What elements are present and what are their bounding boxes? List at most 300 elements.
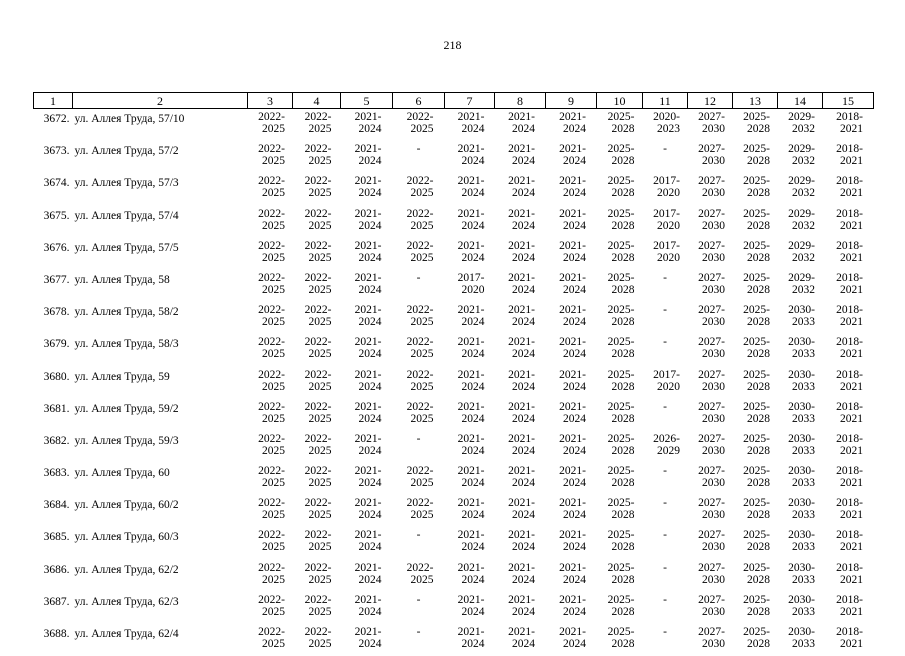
period-value: 2030-2033: [788, 497, 815, 522]
column-header-12: 12: [688, 93, 733, 109]
period-cell: [341, 463, 393, 495]
row-number: 3683.: [43, 467, 70, 480]
period-value: 2021-2024: [508, 529, 535, 554]
period-cell: [688, 109, 733, 142]
period-cell: [495, 399, 546, 431]
period-value: 2018-2021: [836, 111, 863, 135]
period-cell: [688, 367, 733, 399]
period-cell: [597, 173, 643, 205]
period-cell: [823, 431, 874, 463]
period-value: 2025-2028: [607, 143, 635, 168]
period-cell: [643, 495, 688, 527]
period-value: 2021-2024: [508, 239, 535, 264]
period-cell: [688, 399, 733, 431]
period-value: 2030-2033: [788, 304, 815, 329]
period-cell: [688, 206, 733, 238]
period-cell: [393, 431, 445, 463]
period-value: 2021-2024: [354, 432, 382, 457]
period-cell: [688, 527, 733, 559]
period-value: 2021-2024: [508, 207, 535, 232]
period-cell: [823, 592, 874, 624]
period-value: 2018-2021: [836, 271, 863, 296]
period-value: -: [416, 529, 421, 542]
period-value: 2025-2028: [743, 271, 770, 296]
period-value: 2022-2025: [304, 465, 332, 490]
period-cell: [248, 624, 293, 656]
period-cell: [248, 109, 293, 142]
period-cell: [643, 302, 688, 334]
period-cell: [495, 431, 546, 463]
period-value: 2021-2024: [508, 465, 535, 490]
period-cell: [597, 624, 643, 656]
period-cell: [643, 527, 688, 559]
period-value: -: [663, 593, 667, 606]
period-cell: [341, 431, 393, 463]
column-header-11: 11: [643, 93, 688, 109]
period-cell: [495, 206, 546, 238]
row-number: 3673.: [43, 145, 70, 158]
period-cell: [823, 270, 874, 302]
period-value: 2027-2030: [698, 368, 725, 393]
table-row: [34, 560, 874, 592]
period-value: 2021-2024: [508, 175, 535, 200]
period-cell: [643, 560, 688, 592]
period-cell: [733, 399, 778, 431]
period-cell: [733, 141, 778, 173]
period-value: 2021-2024: [354, 497, 382, 522]
period-cell: [341, 173, 393, 205]
table-row: [34, 206, 874, 238]
period-cell: [823, 399, 874, 431]
period-cell: [597, 367, 643, 399]
period-cell: [546, 238, 597, 270]
address: ул. Аллея Труда, 60: [74, 467, 170, 480]
period-value: 2025-2028: [743, 336, 770, 361]
period-cell: [733, 334, 778, 366]
period-cell: [823, 367, 874, 399]
period-cell: [643, 463, 688, 495]
period-cell: [445, 495, 495, 527]
period-cell: [597, 560, 643, 592]
period-value: 2021-2024: [559, 368, 586, 393]
period-value: 2025-2028: [607, 336, 635, 361]
period-cell: [341, 624, 393, 656]
period-cell: [293, 463, 341, 495]
period-cell: [445, 141, 495, 173]
period-value: 2021-2024: [508, 336, 535, 361]
period-cell: [643, 173, 688, 205]
period-cell: [546, 624, 597, 656]
period-value: 2018-2021: [836, 175, 863, 200]
period-cell: [495, 495, 546, 527]
period-value: 2022-2025: [258, 529, 285, 554]
period-value: 2027-2030: [698, 271, 725, 296]
row-number: 3681.: [43, 402, 70, 415]
period-value: 2022-2025: [258, 497, 285, 522]
period-value: 2022-2025: [406, 207, 434, 232]
period-cell: [393, 527, 445, 559]
period-value: 2021-2024: [508, 626, 535, 650]
period-cell: [778, 206, 823, 238]
period-value: -: [416, 593, 421, 606]
period-value: 2022-2025: [258, 207, 285, 232]
period-value: 2017-2020: [653, 207, 680, 232]
period-cell: [688, 592, 733, 624]
period-value: 2021-2024: [559, 304, 586, 329]
period-value: 2021-2024: [508, 304, 535, 329]
period-cell: [293, 624, 341, 656]
period-cell: [733, 431, 778, 463]
period-value: 2025-2028: [607, 111, 635, 135]
period-cell: [341, 495, 393, 527]
period-cell: [248, 173, 293, 205]
period-cell: [546, 270, 597, 302]
period-cell: [293, 367, 341, 399]
address: ул. Аллея Труда, 60/2: [74, 499, 179, 512]
period-cell: [341, 527, 393, 559]
period-value: 2025-2028: [607, 626, 635, 650]
period-cell: [778, 560, 823, 592]
period-value: -: [663, 336, 667, 349]
period-value: 2018-2021: [836, 529, 863, 554]
period-value: 2029-2032: [788, 175, 815, 200]
period-cell: [546, 592, 597, 624]
period-value: 2030-2033: [788, 336, 815, 361]
period-value: 2030-2033: [788, 400, 815, 425]
period-value: 2021-2024: [457, 529, 485, 554]
period-cell: [733, 592, 778, 624]
period-cell: [248, 399, 293, 431]
period-cell: [445, 270, 495, 302]
period-value: 2029-2032: [788, 111, 815, 135]
period-cell: [597, 495, 643, 527]
period-value: 2021-2024: [354, 336, 382, 361]
period-value: 2021-2024: [457, 111, 485, 135]
period-value: 2022-2025: [258, 432, 285, 457]
period-cell: [688, 463, 733, 495]
period-value: 2021-2024: [559, 336, 586, 361]
period-cell: [293, 206, 341, 238]
period-value: 2025-2028: [743, 593, 770, 618]
address: ул. Аллея Труда, 57/4: [74, 209, 179, 222]
period-value: 2021-2024: [508, 432, 535, 457]
period-cell: [546, 495, 597, 527]
period-value: 2021-2024: [354, 175, 382, 200]
period-cell: [597, 334, 643, 366]
period-value: 2022-2025: [406, 561, 434, 586]
table-row: [34, 141, 874, 173]
period-cell: [733, 367, 778, 399]
period-cell: [733, 527, 778, 559]
period-cell: [643, 141, 688, 173]
column-header-15: 15: [823, 93, 874, 109]
period-value: -: [663, 271, 667, 284]
period-value: 2029-2032: [788, 207, 815, 232]
period-cell: [643, 206, 688, 238]
period-cell: [778, 334, 823, 366]
period-value: 2025-2028: [607, 368, 635, 393]
period-value: 2021-2024: [559, 497, 586, 522]
address: ул. Аллея Труда, 58: [74, 273, 170, 286]
period-value: 2027-2030: [698, 432, 725, 457]
column-header-10: 10: [597, 93, 643, 109]
period-value: 2018-2021: [836, 626, 863, 650]
row-number: 3674.: [43, 177, 70, 190]
period-value: 2021-2024: [457, 465, 485, 490]
address: ул. Аллея Труда, 58/3: [74, 338, 179, 351]
period-cell: [393, 399, 445, 431]
period-value: 2021-2024: [354, 368, 382, 393]
column-header-9: 9: [546, 93, 597, 109]
row-number: 3680.: [43, 370, 70, 383]
period-value: 2025-2028: [743, 304, 770, 329]
period-cell: [495, 334, 546, 366]
period-value: 2025-2028: [743, 465, 770, 490]
period-value: 2021-2024: [559, 207, 586, 232]
period-cell: [546, 334, 597, 366]
period-value: 2025-2028: [607, 561, 635, 586]
period-cell: [495, 463, 546, 495]
period-value: 2025-2028: [743, 561, 770, 586]
row-number: 3675.: [43, 209, 70, 222]
period-cell: [445, 367, 495, 399]
period-cell: [248, 367, 293, 399]
period-value: 2022-2025: [258, 175, 285, 200]
period-cell: [445, 399, 495, 431]
period-value: 2027-2030: [698, 239, 725, 264]
period-cell: [445, 592, 495, 624]
period-cell: [293, 302, 341, 334]
period-value: 2021-2024: [508, 143, 535, 168]
period-value: 2017-2020: [653, 368, 680, 393]
period-value: -: [663, 561, 667, 574]
period-cell: [445, 463, 495, 495]
period-value: 2025-2028: [607, 497, 635, 522]
period-cell: [341, 334, 393, 366]
table-row: [34, 302, 874, 334]
period-value: -: [663, 529, 667, 542]
period-value: 2021-2024: [457, 207, 485, 232]
period-cell: [643, 624, 688, 656]
table-row: [34, 399, 874, 431]
period-cell: [597, 302, 643, 334]
address: ул. Аллея Труда, 62/3: [74, 595, 179, 608]
period-value: 2021-2024: [354, 465, 382, 490]
period-value: 2020-2023: [653, 111, 680, 135]
period-value: 2029-2032: [788, 143, 815, 168]
period-value: 2022-2025: [406, 239, 434, 264]
period-cell: [688, 302, 733, 334]
period-value: 2022-2025: [258, 561, 285, 586]
row-number: 3676.: [43, 241, 70, 254]
address: ул. Аллея Труда, 59: [74, 370, 170, 383]
period-cell: [341, 238, 393, 270]
period-value: 2021-2024: [559, 239, 586, 264]
period-value: 2021-2024: [457, 143, 485, 168]
period-cell: [823, 624, 874, 656]
period-cell: [546, 109, 597, 142]
period-cell: [445, 560, 495, 592]
period-cell: [778, 270, 823, 302]
period-cell: [393, 334, 445, 366]
period-cell: [733, 463, 778, 495]
period-value: 2021-2024: [354, 207, 382, 232]
period-value: 2021-2024: [508, 368, 535, 393]
period-cell: [248, 302, 293, 334]
page-number: 218: [443, 38, 462, 52]
period-cell: [778, 431, 823, 463]
period-value: 2021-2024: [559, 175, 586, 200]
period-cell: [643, 238, 688, 270]
period-cell: [823, 463, 874, 495]
period-cell: [643, 270, 688, 302]
table-row: [34, 527, 874, 559]
period-cell: [688, 624, 733, 656]
period-cell: [248, 238, 293, 270]
period-cell: [248, 592, 293, 624]
period-cell: [778, 367, 823, 399]
period-value: 2021-2024: [559, 593, 586, 618]
period-cell: [546, 560, 597, 592]
column-header-3: 3: [248, 93, 293, 109]
period-value: 2022-2025: [304, 271, 332, 296]
period-value: 2025-2028: [743, 207, 770, 232]
period-cell: [778, 109, 823, 142]
period-cell: [393, 624, 445, 656]
period-cell: [778, 527, 823, 559]
period-value: 2018-2021: [836, 239, 863, 264]
period-cell: [546, 141, 597, 173]
column-header-5: 5: [341, 93, 393, 109]
period-value: 2021-2024: [508, 400, 535, 425]
period-cell: [393, 109, 445, 142]
address: ул. Аллея Труда, 59/3: [74, 434, 179, 447]
period-value: 2021-2024: [508, 497, 535, 522]
period-value: 2022-2025: [406, 368, 434, 393]
period-cell: [445, 238, 495, 270]
period-cell: [778, 141, 823, 173]
period-value: 2025-2028: [607, 207, 635, 232]
period-cell: [823, 302, 874, 334]
period-value: 2021-2024: [457, 368, 485, 393]
period-value: 2022-2025: [406, 336, 434, 361]
period-value: 2022-2025: [258, 465, 285, 490]
period-cell: [248, 334, 293, 366]
period-value: 2022-2025: [406, 304, 434, 329]
period-value: 2027-2030: [698, 497, 725, 522]
period-value: -: [416, 626, 421, 638]
period-cell: [248, 560, 293, 592]
period-cell: [293, 431, 341, 463]
period-value: 2018-2021: [836, 304, 863, 329]
period-value: -: [663, 304, 667, 317]
period-value: 2022-2025: [258, 143, 285, 168]
period-cell: [495, 302, 546, 334]
period-value: 2021-2024: [559, 465, 586, 490]
period-cell: [341, 399, 393, 431]
period-cell: [643, 399, 688, 431]
period-value: 2022-2025: [258, 368, 285, 393]
period-value: 2025-2028: [743, 368, 770, 393]
period-cell: [688, 173, 733, 205]
period-cell: [733, 270, 778, 302]
period-value: 2021-2024: [354, 304, 382, 329]
period-cell: [546, 173, 597, 205]
period-value: 2027-2030: [698, 626, 725, 650]
period-cell: [597, 238, 643, 270]
row-number: 3686.: [43, 563, 70, 576]
period-cell: [293, 592, 341, 624]
period-value: 2022-2025: [406, 175, 434, 200]
period-cell: [733, 238, 778, 270]
period-value: 2027-2030: [698, 529, 725, 554]
row-number: 3678.: [43, 306, 70, 319]
period-cell: [293, 238, 341, 270]
period-value: 2025-2028: [607, 465, 635, 490]
period-cell: [733, 495, 778, 527]
period-value: 2022-2025: [258, 271, 285, 296]
schedule-table: [33, 92, 874, 656]
table-row: [34, 592, 874, 624]
period-value: 2027-2030: [698, 336, 725, 361]
period-cell: [778, 592, 823, 624]
period-value: 2022-2025: [304, 626, 332, 650]
period-cell: [341, 141, 393, 173]
period-value: 2018-2021: [836, 432, 863, 457]
period-cell: [248, 495, 293, 527]
period-value: 2021-2024: [457, 175, 485, 200]
period-value: 2029-2032: [788, 271, 815, 296]
period-cell: [546, 431, 597, 463]
period-value: -: [663, 143, 667, 156]
address: ул. Аллея Труда, 62/4: [74, 628, 179, 640]
period-value: 2021-2024: [508, 271, 535, 296]
row-number: 3687.: [43, 595, 70, 608]
period-value: 2022-2025: [258, 400, 285, 425]
period-value: 2022-2025: [304, 497, 332, 522]
column-header-2: 2: [73, 93, 248, 109]
period-cell: [688, 560, 733, 592]
period-value: -: [663, 465, 667, 478]
table-row: [34, 270, 874, 302]
table-row: [34, 109, 874, 142]
period-value: 2022-2025: [406, 111, 434, 135]
period-cell: [495, 238, 546, 270]
period-value: 2025-2028: [743, 400, 770, 425]
address: ул. Аллея Труда, 62/2: [74, 563, 179, 576]
address: ул. Аллея Труда, 57/2: [74, 145, 179, 158]
address: ул. Аллея Труда, 57/3: [74, 177, 179, 190]
period-value: 2030-2033: [788, 593, 815, 618]
period-value: 2021-2024: [457, 626, 485, 650]
period-cell: [393, 238, 445, 270]
period-value: 2021-2024: [508, 561, 535, 586]
period-value: 2017-2020: [653, 239, 680, 264]
period-value: 2021-2024: [457, 497, 485, 522]
period-value: 2025-2028: [607, 239, 635, 264]
period-cell: [597, 592, 643, 624]
period-value: -: [416, 432, 421, 445]
row-number: 3672.: [43, 113, 70, 125]
period-cell: [445, 431, 495, 463]
period-cell: [341, 560, 393, 592]
period-cell: [823, 560, 874, 592]
period-value: 2022-2025: [304, 432, 332, 457]
period-value: 2029-2032: [788, 239, 815, 264]
period-value: 2018-2021: [836, 336, 863, 361]
row-number: 3679.: [43, 338, 70, 351]
period-cell: [248, 141, 293, 173]
